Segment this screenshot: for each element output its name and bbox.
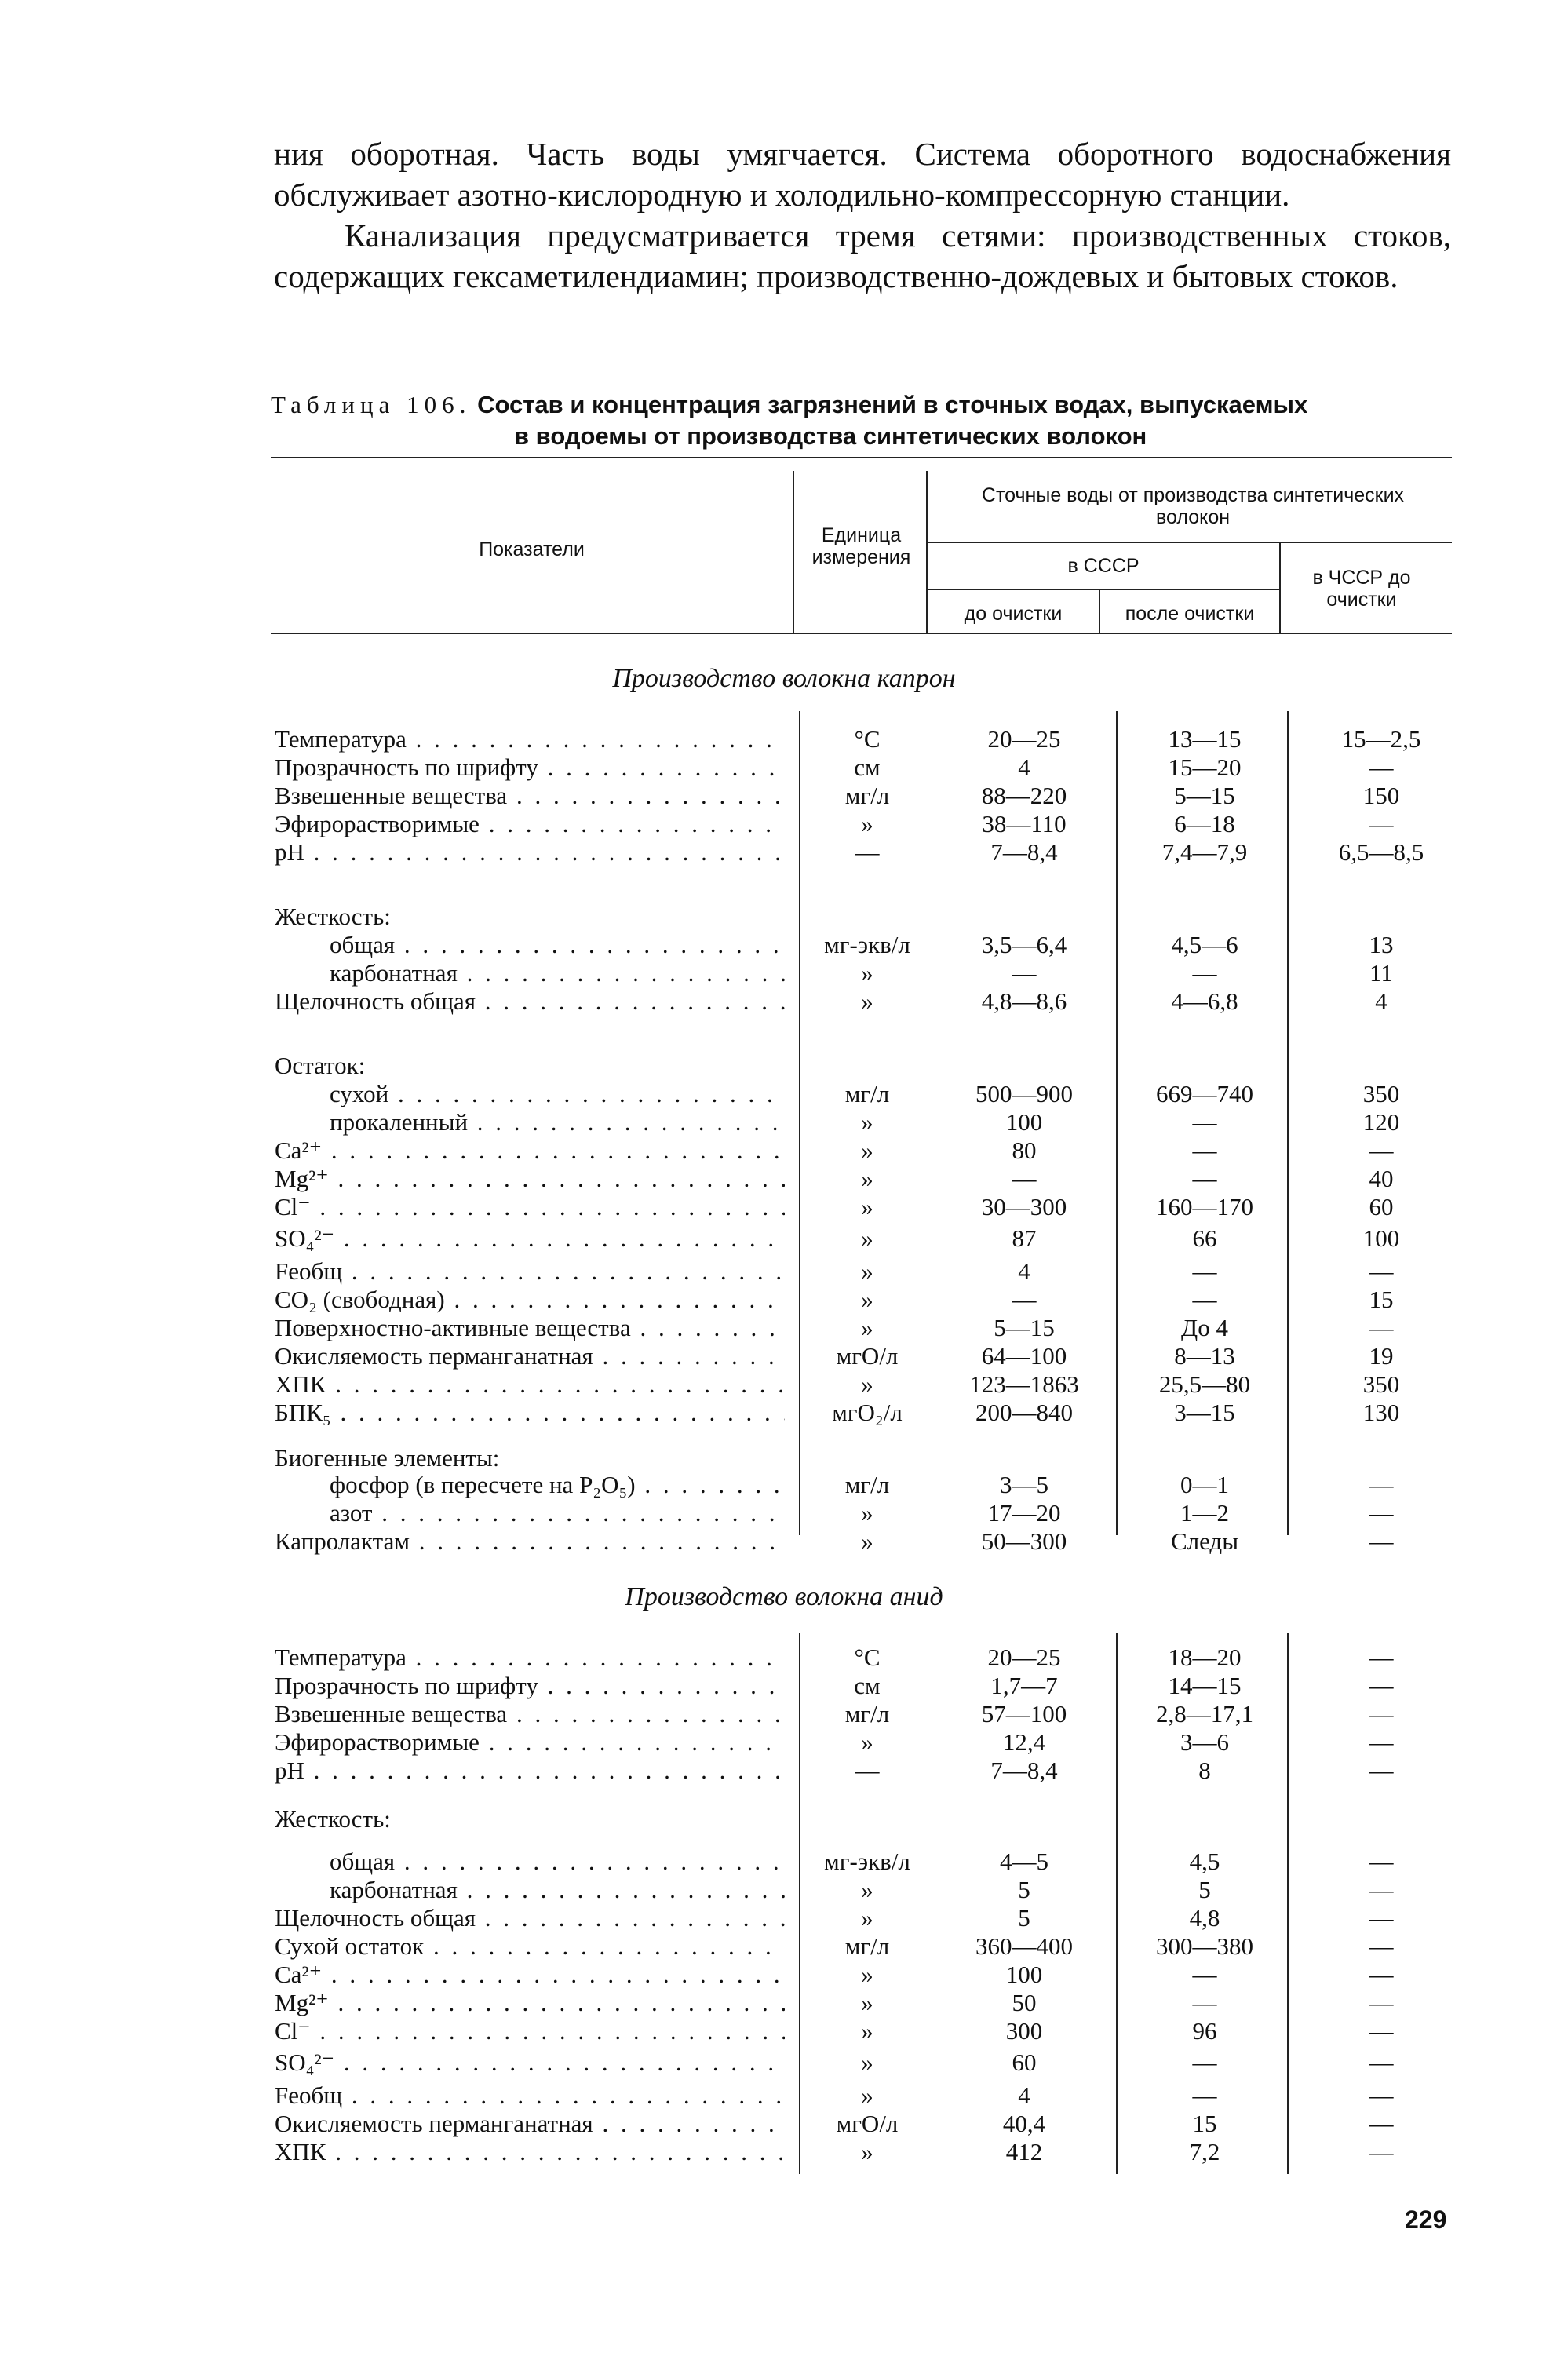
table-row [0,1728,1568,1757]
row-name: Взвешенные вещества . . . [275,1700,785,1728]
cell-cssr: 15—2,5 [1341,725,1421,753]
header-divider-unit [793,471,794,633]
cell-before: 4 [1018,2081,1030,2109]
cell-before: 30—300 [981,1193,1067,1220]
table-row [0,1257,1568,1286]
table-row [0,1399,1568,1427]
cell-after: 3—15 [1174,1399,1235,1426]
cell-after: 18—20 [1168,1644,1242,1671]
row-name: Капролактам . . . [275,1527,785,1556]
table-row [0,1193,1568,1221]
cell-cssr: 6,5—8,5 [1338,838,1424,866]
table-row [0,725,1568,753]
cell-unit: мг/л [844,782,890,809]
table-row [0,782,1568,810]
table-row [0,2017,1568,2045]
cell-cssr: 120 [1362,1108,1400,1136]
cell-after: 4,5 [1189,1848,1220,1875]
cell-cssr: — [1369,1257,1394,1285]
table-row [0,1961,1568,1989]
row-name: карбонатная . . . [330,1876,785,1904]
cell-cssr: 13 [1369,931,1394,958]
cell-after: 7,4—7,9 [1161,838,1248,866]
page-number: 229 [1405,2205,1447,2234]
cell-unit: » [861,2017,873,2045]
cell-unit: » [861,1193,873,1220]
row-name: SO₄²⁻ . . . [275,1224,785,1253]
table-row [0,1989,1568,2017]
cell-after: — [1192,1286,1217,1313]
cell-after: 96 [1192,2017,1217,2045]
table-row [0,959,1568,987]
cell-before: 88—220 [981,782,1067,809]
cell-cssr: 100 [1362,1224,1400,1252]
cell-unit: мгО/л [836,2110,899,2137]
cell-after: 1—2 [1180,1499,1229,1527]
row-name: Cl⁻ . . . [275,1193,785,1221]
cell-cssr: — [1369,2138,1394,2165]
cell-unit: мгО₂/л [832,1399,903,1426]
row-name: Щелочность общая . . . [275,1904,785,1932]
row-name: Прозрачность по шрифту . . . [275,753,785,782]
row-name: прокаленный . . . [330,1108,785,1136]
row-name: Mg²⁺ . . . [275,1165,785,1193]
cell-cssr: — [1369,1961,1394,1988]
cell-before: 123—1863 [969,1370,1079,1398]
cell-unit: см [854,1672,881,1699]
cell-before: — [1012,959,1037,987]
table-row [0,810,1568,838]
row-name: Эфирорастворимые . . . [275,1728,785,1757]
table-row [0,1165,1568,1193]
cell-before: 500—900 [975,1080,1073,1107]
cell-cssr: — [1369,1700,1394,1727]
header-divider-cssr [1279,543,1281,633]
cell-before: 87 [1012,1224,1037,1252]
cell-after: 15 [1192,2110,1217,2137]
cell-before: 5 [1018,1876,1030,1903]
cell-before: 360—400 [975,1932,1073,1960]
cell-cssr: — [1369,1314,1394,1341]
cell-before: 20—25 [987,1644,1061,1671]
cell-before: 3—5 [1000,1471,1048,1498]
intro-text [274,133,1451,297]
cell-before: 412 [1005,2138,1043,2165]
row-name: Cl⁻ . . . [275,2017,785,2045]
row-name: Остаток: [275,1052,366,1079]
table-row [0,1444,1568,1472]
cell-cssr: — [1369,1644,1394,1671]
table-row [0,1805,1568,1833]
cell-unit: » [861,1108,873,1136]
cell-before: 5 [1018,1904,1030,1932]
cell-after: — [1192,1961,1217,1988]
intro-paragraph-1: ния оборотная. Часть воды умягчается. Система оборотного водоснабжения обслуживает азотно-кислородную и холодильно-компрессорную станции. [274,136,1451,213]
table-row [0,1876,1568,1904]
cell-cssr: — [1369,2081,1394,2109]
row-name: сухой . . . [330,1080,785,1108]
cell-unit: °C [854,725,881,753]
cell-before: 7—8,4 [990,1757,1058,1784]
table-title-line-2: в водоемы от производства синтетических волокон [514,422,1147,450]
table-row [0,1370,1568,1399]
row-name: БПК₅ . . . [275,1399,785,1427]
cell-after: 13—15 [1168,725,1242,753]
row-name: Биогенные элементы: [275,1444,500,1472]
cell-before: 50—300 [981,1527,1067,1555]
row-name: Поверхностно-активные вещества . . . [275,1314,785,1342]
cell-before: 40,4 [1002,2110,1046,2137]
cell-after: 2,8—17,1 [1156,1700,1253,1727]
cell-unit: мг-экв/л [824,931,910,958]
cell-after: 6—18 [1174,810,1235,837]
cell-unit: » [861,1527,873,1555]
row-name: Температура . . . [275,1644,785,1672]
row-name: фосфор (в пересчете на P₂O₅) . . . [330,1471,785,1499]
cell-before: 4,8—8,6 [981,987,1067,1015]
table-row [0,2138,1568,2166]
cell-unit: » [861,1136,873,1164]
table-row [0,1499,1568,1527]
cell-before: 4 [1018,1257,1030,1285]
cell-cssr: 130 [1362,1399,1400,1426]
cell-cssr: — [1369,1471,1394,1498]
table-row [0,2048,1568,2077]
row-name: Сухой остаток . . . [275,1932,785,1961]
cell-before: 100 [1005,1108,1043,1136]
table-row [0,1136,1568,1165]
row-name: Щелочность общая . . . [275,987,785,1016]
cell-unit: » [861,1224,873,1252]
row-name: Прозрачность по шрифту . . . [275,1672,785,1700]
cell-after: — [1192,1989,1217,2016]
cell-unit: °C [854,1644,881,1671]
row-name: Ca²⁺ . . . [275,1961,785,1989]
row-name: Ca²⁺ . . . [275,1136,785,1165]
cell-cssr: — [1369,2110,1394,2137]
table-row [0,1471,1568,1499]
cell-unit: — [855,1757,880,1784]
cell-unit: мг/л [844,1700,890,1727]
cell-unit: мгО/л [836,1342,899,1370]
cell-cssr: — [1369,1848,1394,1875]
cell-cssr: — [1369,1136,1394,1164]
cell-cssr: — [1369,810,1394,837]
cell-after: — [1192,2081,1217,2109]
header-ussr-rule [928,589,1279,590]
cell-cssr: — [1369,1989,1394,2016]
cell-after: 14—15 [1168,1672,1242,1699]
table-row [0,1672,1568,1700]
header-cssr: в ЧССР до очистки [1312,567,1411,611]
cell-cssr: — [1369,753,1394,781]
cell-before: 1,7—7 [990,1672,1058,1699]
cell-before: 5—15 [994,1314,1055,1341]
cell-after: — [1192,1136,1217,1164]
cell-unit: » [861,2138,873,2165]
cell-unit: » [861,1961,873,1988]
table-row [0,1527,1568,1556]
cell-cssr: 4 [1375,987,1387,1015]
cell-unit: мг/л [844,1080,890,1107]
cell-after: — [1192,1165,1217,1192]
cell-after: 5—15 [1174,782,1235,809]
cell-unit: » [861,1876,873,1903]
row-name: CO₂ (свободная) . . . [275,1286,785,1314]
cell-before: 20—25 [987,725,1061,753]
cell-before: 50 [1012,1989,1037,2016]
header-ussr: в СССР [1067,555,1140,577]
cell-cssr: — [1369,1672,1394,1699]
row-name: общая . . . [330,1848,785,1876]
cell-after: 8—13 [1174,1342,1235,1370]
intro-paragraph-2: Канализация предусматривается тремя сетями: производственных стоков, содержащих гексаметилендиамин; производственно-дождевых и бытовых стоков. [274,217,1451,294]
table-caption [271,389,1456,452]
table-row [0,1342,1568,1370]
row-name: pH . . . [275,1757,785,1785]
cell-unit: » [861,2081,873,2109]
cell-after: — [1192,1257,1217,1285]
row-name: Жесткость: [275,903,391,930]
cell-unit: » [861,1257,873,1285]
cell-unit: » [861,1499,873,1527]
table-row [0,1700,1568,1728]
cell-after: 4,8 [1189,1904,1220,1932]
table-row [0,1757,1568,1785]
cell-unit: мг/л [844,1471,890,1498]
cell-unit: » [861,1728,873,1756]
cell-after: 8 [1198,1757,1211,1784]
row-name: Feобщ . . . [275,2081,785,2110]
row-name: Температура . . . [275,725,785,753]
row-name: Эфирорастворимые . . . [275,810,785,838]
cell-after: 25,5—80 [1158,1370,1251,1398]
row-name: ХПК . . . [275,1370,785,1399]
row-name: Feобщ . . . [275,1257,785,1286]
cell-unit: см [854,753,881,781]
cell-before: — [1012,1286,1037,1313]
table-row [0,1932,1568,1961]
cell-cssr: 350 [1362,1080,1400,1107]
cell-before: 60 [1012,2048,1037,2076]
cell-before: 7—8,4 [990,838,1058,866]
row-name: pH . . . [275,838,785,866]
cell-after: До 4 [1181,1314,1228,1341]
header-wastewater: Сточные воды от производства синтетических волокон [981,484,1405,528]
cell-unit: » [861,810,873,837]
cell-after: 300—380 [1156,1932,1253,1960]
cell-before: 4—5 [1000,1848,1048,1875]
cell-cssr: 350 [1362,1370,1400,1398]
cell-after: 160—170 [1156,1193,1253,1220]
row-name: ХПК . . . [275,2138,785,2166]
table-row [0,1644,1568,1672]
row-name: карбонатная . . . [330,959,785,987]
table-row [0,987,1568,1016]
cell-before: — [1012,1165,1037,1192]
cell-after: Следы [1170,1527,1239,1555]
cell-cssr: — [1369,1527,1394,1555]
cell-before: 38—110 [982,810,1067,837]
table-row [0,1848,1568,1876]
cell-after: — [1192,1108,1217,1136]
header-indicators: Показатели [479,538,585,560]
cell-cssr: 40 [1369,1165,1394,1192]
cell-unit: » [861,1314,873,1341]
cell-cssr: — [1369,1904,1394,1932]
cell-cssr: — [1369,1728,1394,1756]
cell-after: — [1192,2048,1217,2076]
header-before: до очистки [964,603,1063,625]
cell-cssr: — [1369,2048,1394,2076]
section-title-anid: Производство волокна анид [625,1582,943,1611]
row-name: Окисляемость перманганатная . . . [275,1342,785,1370]
cell-before: 17—20 [987,1499,1061,1527]
cell-unit: » [861,1286,873,1313]
table-row [0,2081,1568,2110]
cell-unit: » [861,1989,873,2016]
cell-unit: мг-экв/л [824,1848,910,1875]
row-name: общая . . . [330,931,785,959]
cell-unit: » [861,1904,873,1932]
table-row [0,1080,1568,1108]
cell-before: 80 [1012,1136,1037,1164]
table-row [0,2110,1568,2138]
table-row [0,903,1568,931]
header-group-rule [928,542,1452,543]
row-name: SO₄²⁻ . . . [275,2048,785,2077]
cell-after: 15—20 [1168,753,1242,781]
header-bottom-rule [271,633,1452,634]
row-name: азот . . . [330,1499,785,1527]
header-unit: Единица измерения [811,524,911,568]
table-row [0,1314,1568,1342]
cell-before: 4 [1018,753,1030,781]
cell-cssr: 15 [1369,1286,1394,1313]
cell-cssr: 19 [1369,1342,1394,1370]
cell-after: 66 [1192,1224,1217,1252]
table-row [0,1904,1568,1932]
cell-before: 200—840 [975,1399,1073,1426]
section-title-kapron: Производство волокна капрон [612,664,956,693]
cell-before: 12,4 [1002,1728,1046,1756]
header-top-rule [271,457,1452,458]
cell-cssr: — [1369,2017,1394,2045]
cell-cssr: — [1369,1876,1394,1903]
cell-unit: мг/л [844,1932,890,1960]
row-name: Окисляемость перманганатная . . . [275,2110,785,2138]
cell-after: 7,2 [1189,2138,1220,2165]
header-after: после очистки [1125,603,1255,625]
cell-before: 300 [1005,2017,1043,2045]
cell-cssr: 11 [1369,959,1393,987]
cell-unit: » [861,959,873,987]
table-row [0,838,1568,866]
row-name: Жесткость: [275,1805,391,1833]
cell-cssr: 150 [1362,782,1400,809]
cell-unit: » [861,1370,873,1398]
cell-after: 4—6,8 [1171,987,1238,1015]
cell-before: 57—100 [981,1700,1067,1727]
table-title-line-1: Состав и концентрация загрязнений в сточных водах, выпускаемых [477,391,1308,418]
cell-cssr: — [1369,1757,1394,1784]
cell-after: 4,5—6 [1171,931,1238,958]
cell-before: 64—100 [981,1342,1067,1370]
table-row [0,1286,1568,1314]
table-row [0,1224,1568,1253]
cell-before: 3,5—6,4 [981,931,1067,958]
row-name: Mg²⁺ . . . [275,1989,785,2017]
cell-unit: » [861,987,873,1015]
cell-after: 0—1 [1180,1471,1229,1498]
table-row [0,1052,1568,1080]
cell-after: 3—6 [1180,1728,1229,1756]
cell-cssr: — [1369,1499,1394,1527]
cell-unit: » [861,2048,873,2076]
table-row [0,753,1568,782]
cell-after: 5 [1198,1876,1211,1903]
cell-before: 100 [1005,1961,1043,1988]
table-row [0,1108,1568,1136]
table-row [0,931,1568,959]
cell-unit: » [861,1165,873,1192]
table-label: Таблица 106. [271,391,472,418]
cell-after: — [1192,959,1217,987]
cell-after: 669—740 [1156,1080,1253,1107]
cell-cssr: — [1369,1932,1394,1960]
cell-cssr: 60 [1369,1193,1394,1220]
cell-unit: — [855,838,880,866]
row-name: Взвешенные вещества . . . [275,782,785,810]
